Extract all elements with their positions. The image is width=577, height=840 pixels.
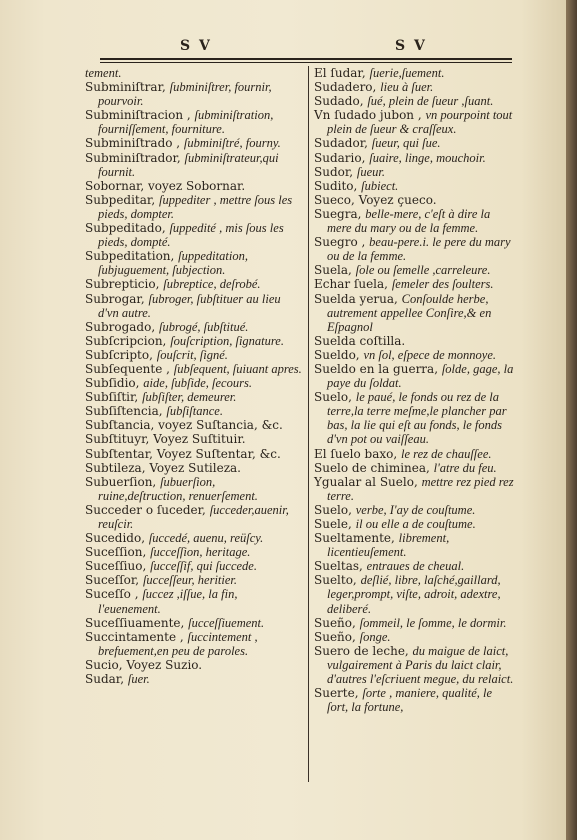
entry-translation: ſuaire, linge, mouchoir. [369, 150, 486, 165]
entry-translation: ſuccintement , brefuement,en peu de paroles. [98, 629, 258, 658]
entry-headword: Sudor, [314, 164, 357, 179]
dictionary-entry [314, 559, 516, 573]
dictionary-entry [314, 136, 516, 150]
entry-translation: ſubiect. [361, 178, 399, 193]
dictionary-entry [85, 404, 303, 418]
dictionary-entry [85, 531, 303, 545]
entry-translation: ſuppeditation, ſubjuguement, ſubjection. [98, 249, 248, 278]
entry-translation: ſucceſſiuement. [188, 615, 265, 630]
entry-translation: aide, ſubſide, ſecours. [143, 376, 252, 391]
dictionary-entry [85, 221, 303, 249]
entry-translation: ſubminiſtration, fourniſſement, fourniture. [98, 108, 274, 137]
dictionary-entry [314, 531, 516, 559]
dictionary-entry [85, 362, 303, 376]
entry-translation: vn ſol, eſpece de monnoye. [363, 347, 497, 362]
entry-headword: Suceſſiuo, [85, 559, 151, 574]
entry-headword: Suela, [314, 263, 356, 278]
entry-headword: Subſcripcion, [85, 333, 171, 348]
dictionary-entry [314, 108, 516, 136]
entry-headword: Subſequente , [85, 361, 174, 376]
entry-headword: Echar ſuela, [314, 277, 392, 292]
entry-headword: Suegra, [314, 206, 366, 221]
entry-headword: Sudado, [314, 94, 368, 109]
dictionary-entry [314, 461, 516, 475]
entry-headword: Subpeditation, [85, 249, 179, 264]
entry-headword: Sobornar, voyez Sobornar. [85, 178, 246, 193]
entry-headword: Sueldo, [314, 347, 364, 362]
dictionary-entry [314, 263, 516, 277]
entry-headword: Sudar, [85, 672, 128, 687]
entry-headword: Suelda yerua, [314, 291, 402, 306]
entry-headword: Subſtentar, Voyez Suſtentar, &c. [85, 446, 281, 461]
entry-translation: belle-mere, c'eſt à dire la mere du mary ou de la femme. [327, 206, 491, 236]
entry-headword: Suelda coſtilla. [314, 333, 406, 348]
entry-translation: ſubroger, ſubſtituer au lieu d'vn autre. [98, 291, 281, 320]
entry-headword: Suegro , [314, 235, 370, 250]
dictionary-entry [85, 334, 303, 348]
entry-headword: Subſiſtencia, [85, 404, 167, 419]
entry-headword: El ſudar, [314, 66, 370, 80]
dictionary-entry [85, 320, 303, 334]
dictionary-entry [85, 461, 303, 475]
dictionary-entry [85, 151, 303, 179]
entry-translation: ſommeil, le ſomme, le dormir. [359, 615, 507, 630]
dictionary-entry [85, 193, 303, 221]
dictionary-entry [85, 108, 303, 136]
entry-translation: ſubreptice, deſrobé. [163, 277, 261, 292]
entry-headword: Sucio, Voyez Suzio. [85, 657, 203, 672]
dictionary-entry [85, 475, 303, 503]
entry-translation: beau-pere.i. le pere du mary ou de la femme. [327, 235, 511, 264]
entry-translation: ſubſiſter, demeurer. [142, 390, 237, 405]
dictionary-entry [85, 277, 303, 291]
header-rule [100, 58, 512, 60]
dictionary-entry [314, 686, 516, 714]
dictionary-entry [314, 390, 516, 446]
entry-headword: Succeder o ſuceder, [85, 502, 210, 517]
entry-headword: Suceſſion, [85, 545, 151, 560]
entry-translation: ſubſequent, ſuiuant apres. [173, 361, 302, 376]
entry-translation: le rez de chauſſee. [401, 446, 492, 461]
entry-headword: Subminiſtrador, [85, 150, 185, 165]
entry-headword: Subpeditado, [85, 221, 170, 236]
dictionary-entry [85, 418, 303, 432]
dictionary-entry [85, 658, 303, 672]
entry-headword: Subſtituyr, Voyez Suſtituir. [85, 432, 246, 447]
right-column [314, 66, 516, 714]
entry-headword: Sudadero, [314, 80, 381, 95]
dictionary-entry [85, 503, 303, 531]
entry-headword: Sueño, [314, 629, 360, 644]
entry-translation: du maigue de laict, vulgairement à Paris du laict clair, d'autres l'eſcriuent megue, du relaict. [327, 643, 514, 687]
entry-translation: ſolde, gage, la paye du ſoldat. [327, 361, 514, 391]
entry-translation: verbe, I'ay de couſtume. [355, 502, 476, 517]
dictionary-entry [314, 151, 516, 165]
left-column [85, 66, 303, 686]
entry-translation: ſorte , maniere, qualité, le ſort, la fortune, [327, 686, 493, 715]
dictionary-entry [85, 545, 303, 559]
entry-headword: Sueldo en la guerra, [314, 361, 442, 376]
entry-translation: ſuccez ,iſſue, la fin, l'euenement. [98, 587, 238, 616]
dictionary-entry [85, 179, 303, 193]
entry-translation: ſouſcrit, ſigné. [156, 347, 228, 362]
entry-translation: ſouſcription, ſignature. [170, 333, 284, 348]
dictionary-entry [85, 432, 303, 446]
entry-headword: Subpeditar, [85, 192, 159, 207]
header-right: S V [395, 38, 427, 54]
dictionary-entry [314, 277, 516, 291]
dictionary-entry [85, 630, 303, 658]
dictionary-entry [85, 348, 303, 362]
entry-translation: ſueur, qui ſue. [371, 136, 441, 151]
entry-headword: Subſidio, [85, 376, 144, 391]
running-header [100, 38, 512, 60]
entry-translation: ſucceſſeur, heritier. [142, 573, 238, 588]
entry-headword: Suero de leche, [314, 643, 413, 658]
dictionary-entry [85, 292, 303, 320]
entry-translation: librement, licentieuſement. [327, 531, 450, 560]
entry-headword: Sudador, [314, 136, 372, 151]
entry-translation: ſubuerſion, ruine,deſtruction, renuerſement. [98, 474, 258, 503]
entry-translation: ſucceſſion, heritage. [150, 545, 251, 560]
entry-headword: Succintamente , [85, 629, 188, 644]
dictionary-entry [314, 292, 516, 334]
entry-headword: Vn ſudado jubon , [314, 108, 426, 123]
entry-headword: Sucedido, [85, 531, 149, 546]
entry-headword: Subrogar, [85, 291, 149, 306]
dictionary-entry [85, 249, 303, 277]
dictionary-entry [85, 66, 303, 80]
dictionary-entry [314, 66, 516, 80]
entry-translation: ſubminiſtré, fourny. [183, 136, 281, 151]
entry-headword: Sueco, Voyez çueco. [314, 192, 437, 207]
entry-translation: vn pourpoint tout plein de ſueur & craſſeux. [327, 108, 513, 137]
entry-headword: Sudario, [314, 150, 370, 165]
entry-translation: ſubſiſtance. [166, 404, 223, 419]
entry-headword: Suceſſiuamente, [85, 615, 189, 630]
entry-headword: Sueltas, [314, 559, 367, 574]
entry-headword: Subrepticio, [85, 277, 164, 292]
entry-translation: ſucceſſif, qui ſuccede. [150, 559, 257, 574]
entry-headword: Sueño, [314, 615, 360, 630]
dictionary-entry [314, 334, 516, 348]
dictionary-entry [314, 193, 516, 207]
dictionary-entry [85, 573, 303, 587]
header-rule-thin [100, 62, 512, 63]
dictionary-entry [314, 362, 516, 390]
entry-translation: ſuerie,ſuement. [369, 66, 445, 80]
entry-headword: Subtileza, Voyez Sutileza. [85, 460, 241, 475]
dictionary-entry [85, 136, 303, 150]
entry-translation: ſonge. [359, 629, 391, 644]
entry-headword: Subſiſtir, [85, 390, 143, 405]
entry-translation: ſué, plein de ſueur ,ſuant. [367, 94, 494, 109]
entry-translation: mettre rez pied rez terre. [327, 474, 514, 503]
entry-headword: Subſcripto, [85, 347, 157, 362]
dictionary-entry [314, 503, 516, 517]
dictionary-entry [85, 80, 303, 108]
entry-headword: Subrogado, [85, 319, 159, 334]
entry-headword: Suceſſor, [85, 573, 143, 588]
dictionary-entry [314, 179, 516, 193]
dictionary-entry [314, 616, 516, 630]
entry-headword: Suceſſo , [85, 587, 143, 602]
entry-translation: ſuppedité , mis ſous les pieds, dompté. [98, 221, 284, 250]
entry-headword: Suele, [314, 517, 356, 531]
dictionary-entry [314, 348, 516, 362]
dictionary-entry [314, 644, 516, 686]
dictionary-entry [85, 587, 303, 615]
dictionary-entry [85, 672, 303, 686]
dictionary-entry [314, 573, 516, 615]
entry-translation: l'atre du feu. [433, 460, 497, 475]
entry-headword: Subſtancia, voyez Suſtancia, &c. [85, 418, 283, 433]
entry-translation: Conſoulde herbe, autrement appellee Conſire,& en Eſpagnol [327, 291, 492, 334]
dictionary-entry [85, 447, 303, 461]
dictionary-entry [85, 390, 303, 404]
dictionary-entry [314, 94, 516, 108]
dictionary-entry [314, 165, 516, 179]
dictionary-entry [314, 447, 516, 461]
entry-translation: ſuppediter , mettre ſous les pieds, dompter. [98, 192, 293, 221]
entry-translation: ſubminiſtrer, fournir, pourvoir. [98, 80, 272, 109]
entry-translation: lieu à ſuer. [380, 80, 434, 95]
dictionary-entry [314, 235, 516, 263]
entry-headword: Subminiſtracion , [85, 108, 195, 123]
dictionary-entry [85, 559, 303, 573]
entry-translation: le paué, le fonds ou rez de la terre,la terre meſme,le plancher par bas, la lie qui eſt au fonds, le fonds d'vn pot ou vaiſſeau. [327, 390, 507, 447]
entry-translation: ſueur. [356, 164, 386, 179]
entry-translation: deſlié, libre, laſché,gaillard, leger,prompt, viſte, adroit, adextre, deliberé. [327, 573, 501, 616]
entry-translation: ſuccedé, auenu, reüſcy. [148, 531, 264, 546]
entry-headword: Subuerſion, [85, 474, 161, 489]
dictionary-entry [314, 475, 516, 503]
entry-translation: tement. [85, 66, 122, 80]
entry-translation: ſole ou ſemelle ,carreleure. [355, 263, 491, 278]
page-edge [566, 0, 577, 840]
dictionary-entry [85, 616, 303, 630]
entry-headword: Ygualar al Suelo, [314, 474, 422, 489]
column-separator [308, 66, 309, 782]
entry-translation: ſemeler des ſoulters. [391, 277, 494, 292]
entry-headword: Suelto, [314, 573, 361, 588]
entry-translation: ſubminiſtrateur,qui fournit. [98, 150, 279, 179]
entry-translation: entraues de cheual. [366, 559, 465, 574]
entry-headword: Suelo de chiminea, [314, 460, 434, 475]
entry-headword: Suerte, [314, 686, 363, 701]
entry-headword: Subminiſtrado , [85, 136, 184, 151]
dictionary-entry [314, 517, 516, 531]
dictionary-entry [314, 207, 516, 235]
entry-headword: Subminiſtrar, [85, 80, 170, 95]
entry-headword: Sueltamente, [314, 531, 399, 546]
dictionary-entry [314, 630, 516, 644]
entry-translation: ſubrogé, ſubſtitué. [158, 319, 249, 334]
entry-translation: il ou elle a de couſtume. [355, 517, 476, 531]
header-left: S V [180, 38, 212, 54]
entry-headword: El ſuelo baxo, [314, 446, 402, 461]
dictionary-entry [314, 80, 516, 94]
entry-translation: ſucceder,auenir, reuſcir. [98, 502, 289, 531]
entry-headword: Suelo, [314, 502, 356, 517]
dictionary-entry [85, 376, 303, 390]
entry-headword: Sudito, [314, 178, 362, 193]
entry-headword: Suelo, [314, 390, 356, 405]
entry-translation: ſuer. [127, 672, 150, 687]
